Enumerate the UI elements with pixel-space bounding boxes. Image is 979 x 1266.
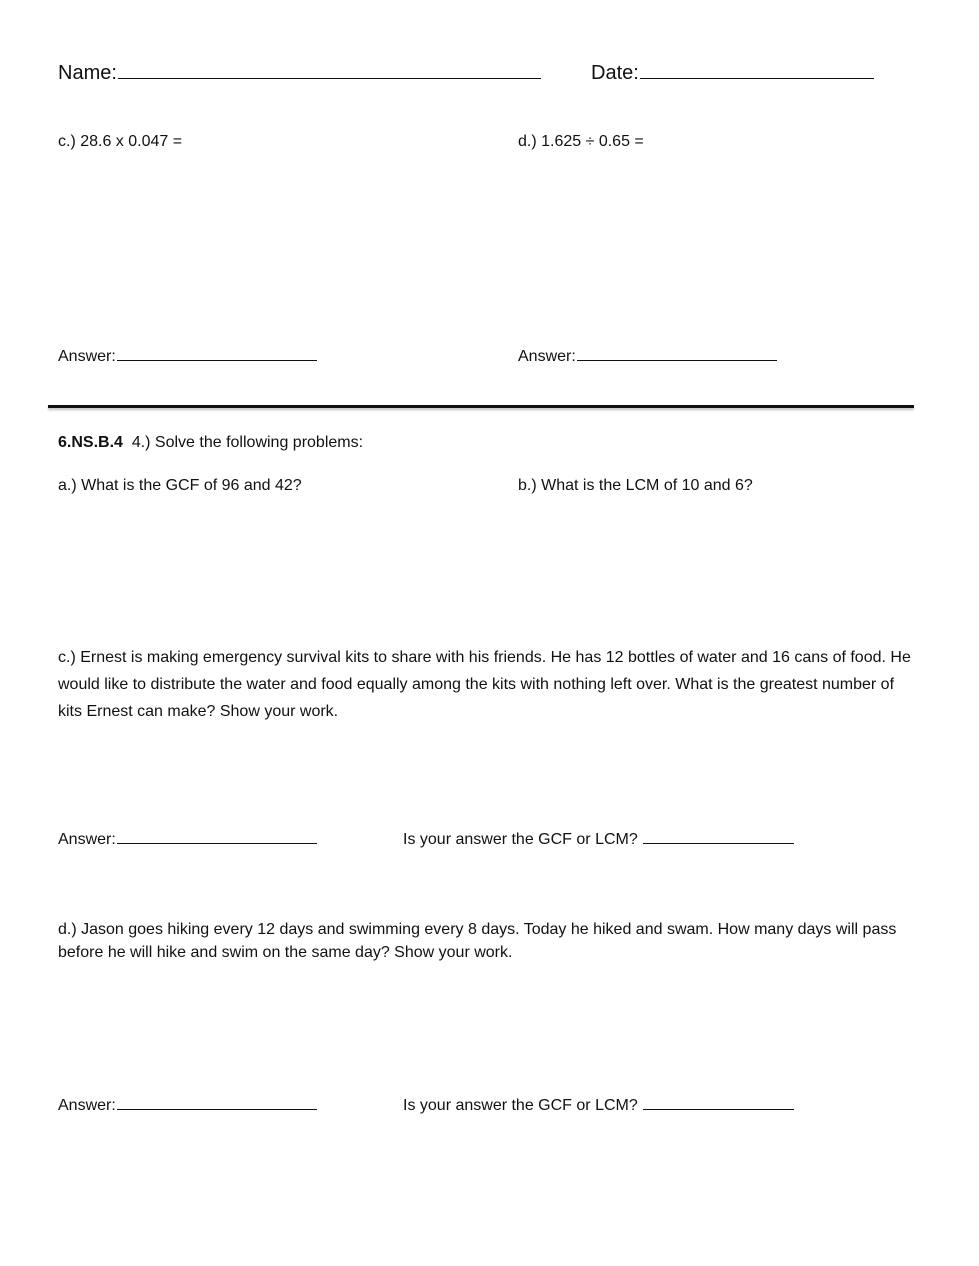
answer-blank[interactable]	[117, 842, 317, 844]
name-field[interactable]	[58, 60, 541, 86]
question-4b: b.) What is the LCM of 10 and 6?	[518, 477, 753, 494]
date-field[interactable]	[591, 60, 874, 86]
answer-3c[interactable]	[58, 347, 317, 367]
question-4a: a.) What is the GCF of 96 and 42?	[58, 477, 302, 494]
answer-blank[interactable]	[117, 1108, 317, 1110]
question-4d: d.) Jason goes hiking every 12 days and swimming every 8 days. Today he hiked and swam. How many days will pass before he will hike and swim on the same day? Show your work.	[58, 921, 897, 961]
name-label: Name:	[58, 62, 117, 84]
answer-label: Answer:	[518, 348, 576, 365]
answer-label: Answer:	[58, 348, 116, 365]
gcf-lcm-blank[interactable]	[643, 1108, 794, 1110]
answer-label: Answer:	[58, 831, 116, 848]
part4-heading	[58, 433, 363, 453]
question-4c: c.) Ernest is making emergency survival kits to share with his friends. He has 12 bottles of water and 16 cans of food. He would like to distribute the water and food equally among the kits with nothing left over. What is the greatest number of kits Ernest can make? Show your work.	[58, 649, 911, 720]
date-blank[interactable]	[640, 77, 874, 79]
section-divider	[48, 405, 914, 408]
answer-4d[interactable]	[58, 1096, 317, 1116]
gcf-lcm-4c[interactable]	[403, 830, 794, 850]
part4-instruction: 4.) Solve the following problems:	[131, 434, 364, 451]
problem-3d: d.) 1.625 ÷ 0.65 =	[518, 133, 644, 150]
answer-blank[interactable]	[577, 359, 777, 361]
gcf-lcm-blank[interactable]	[643, 842, 794, 844]
date-label: Date:	[591, 62, 639, 84]
gcf-lcm-prompt: Is your answer the GCF or LCM?	[403, 1097, 638, 1114]
standard-code: 6.NS.B.4	[58, 434, 123, 451]
answer-label: Answer:	[58, 1097, 116, 1114]
answer-blank[interactable]	[117, 359, 317, 361]
problem-3c: c.) 28.6 x 0.047 =	[58, 133, 183, 150]
gcf-lcm-prompt: Is your answer the GCF or LCM?	[403, 831, 638, 848]
gcf-lcm-4d[interactable]	[403, 1096, 794, 1116]
answer-4c[interactable]	[58, 830, 317, 850]
answer-3d[interactable]	[518, 347, 777, 367]
name-blank[interactable]	[118, 77, 541, 79]
